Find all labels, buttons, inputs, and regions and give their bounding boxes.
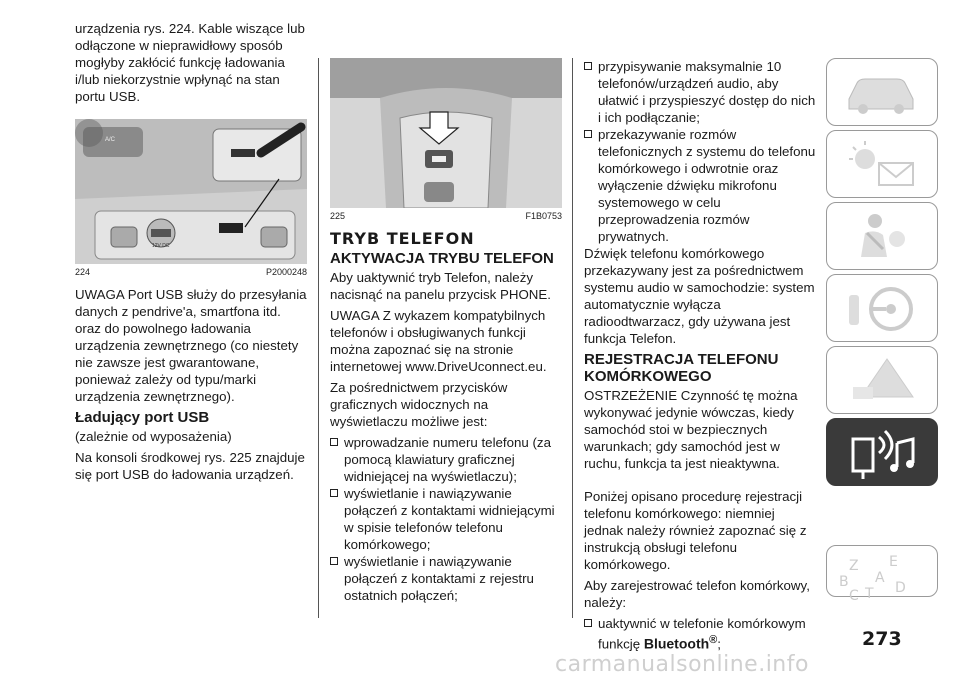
12v-label: 12V DC [152,243,170,249]
figure-225-image [330,58,562,208]
tab-warning-lights[interactable] [826,130,938,198]
paragraph-audio: Dźwięk telefonu komórkowego przekazywany jest za pośrednictwem systemu audio w samochodzie: system automatycznie wyłącza radioodtwarzacz, gdy używana jest funkcja Telefon. [584,246,815,346]
paragraph-warning: OSTRZEŻENIE Czynność tę można wykonywać jedynie wówczas, kiedy samochód stoi w bezpiecznych warunkach; gdy samochód jest w ruchu, funkcja ta jest nieaktywna. [584,388,798,471]
figure-code: F1B0753 [525,211,562,221]
checkbox-icon [584,619,592,627]
tab-airbag[interactable] [826,202,938,270]
checkbox-icon [330,557,338,565]
airbag-person-icon [839,209,927,265]
column-2 [330,58,562,604]
svg-text:Z: Z [849,558,859,574]
usb-port-illustration [75,119,307,264]
list-item: wprowadzanie numeru telefonu (za pomocą klawiatury graficznej widniejącej na wyświetlaczu); [330,434,562,485]
column-divider [572,58,573,618]
section-title-phone-mode: TRYB TELEFON [330,229,475,248]
list-item: przekazywanie rozmów telefonicznych z systemu do telefonu komórkowego i odwrotnie oraz wyłączenie dźwięku mikrofonu systemowego w celu przeprowadzenia rozmów prywatnych. [584,126,816,245]
alphabet-index-icon [839,552,927,602]
svg-text:E: E [889,554,898,570]
checkbox-icon [330,489,338,497]
page-number: 273 [862,628,902,650]
tab-car[interactable] [826,58,938,126]
list-item: wyświetlanie i nawiązywanie połączeń z kontaktami widniejącymi w spisie telefonów telefonu komórkowego; [330,485,562,553]
steering-wheel-icon [839,281,927,337]
checkbox-icon [584,130,592,138]
console-usb-illustration [330,58,562,208]
column-divider [318,58,319,618]
paragraph-usb-cables: urządzenia rys. 224. Kable wiszące lub odłączone w nieprawidłowy sposób mogłyby zakłócić funkcję ładowania i/lub niekorzystnie wpłynąć na stan portu USB. [75,21,305,104]
paragraph-activate: Aby uaktywnić tryb Telefon, należy nacisnąć na panelu przycisk PHONE. [330,270,551,302]
list-item: uaktywnić w telefonie komórkowym funkcję Bluetooth®; [584,615,816,652]
svg-text:B: B [839,574,849,590]
watermark: carmanualsonline.info [555,652,809,677]
paragraph-procedure: Poniżej opisano procedurę rejestracji telefonu komórkowego: niemniej jednak należy również zapoznać się z instrukcją obsługi telefonu komórkowego. [584,489,807,572]
figure-code: P2000248 [265,267,307,277]
warning-lights-icon [839,137,927,193]
checkbox-icon [330,438,338,446]
list-item: wyświetlanie i nawiązywanie połączeń z kontaktami z rejestru ostatnich połączeń; [330,553,562,604]
figure-225-caption [330,211,562,222]
paragraph-via-buttons: Za pośrednictwem przycisków graficznych widocznych na wyświetlaczu możliwe jest: [330,380,508,429]
svg-text:D: D [895,580,906,596]
ac-label: A/C [105,137,116,143]
phone-music-icon [839,425,927,481]
paragraph-to-register: Aby zarejestrować telefon komórkowy, należy: [584,578,810,610]
column-3 [584,58,816,652]
tab-emergency[interactable] [826,346,938,414]
checkbox-icon [584,62,592,70]
car-icon [839,65,927,121]
heading-activate-phone: AKTYWACJA TRYBU TELEFON [330,250,554,267]
figure-224-caption [75,267,307,278]
tab-multimedia-active[interactable] [826,418,938,486]
svg-text:C: C [849,588,859,602]
svg-text:T: T [865,586,874,602]
column-1 [75,20,307,487]
figure-number: 224 [75,267,91,277]
paragraph-equipment-note: (zależnie od wyposażenia) [75,429,232,444]
hazard-triangle-icon [839,353,927,409]
heading-charging-usb: Ładujący port USB [75,409,210,426]
heading-register-phone: REJESTRACJA TELEFONU KOMÓRKOWEGO [584,351,779,385]
svg-text:A: A [875,570,885,586]
paragraph-usb-note: UWAGA Port USB służy do przesyłania danych z pendrive'a, smartfona itd. oraz do powolnego ładowania urządzenia zewnętrznego (co niestety nie zawsze jest gwarantowane, ponieważ zależy od typu/marki urządzenia zewnętrznego). [75,287,307,404]
tab-index[interactable] [826,545,938,602]
figure-number: 225 [330,211,346,221]
paragraph-compat-note: UWAGA Z wykazem kompatybilnych telefonów i obsługiwanych funkcji można zapoznać się na stronie internetowej www.DriveUconnect.eu. [330,308,547,374]
list-item: przypisywanie maksymalnie 10 telefonów/urządzeń audio, aby ułatwić i przyspieszyć dostęp do nich i ich podłączanie; [584,58,816,126]
bluetooth-text: Bluetooth [643,635,710,652]
figure-224-image [75,119,307,264]
paragraph-console-usb: Na konsoli środkowej rys. 225 znajduje się port USB do ładowania urządzeń. [75,450,305,482]
tab-steering[interactable] [826,274,938,342]
